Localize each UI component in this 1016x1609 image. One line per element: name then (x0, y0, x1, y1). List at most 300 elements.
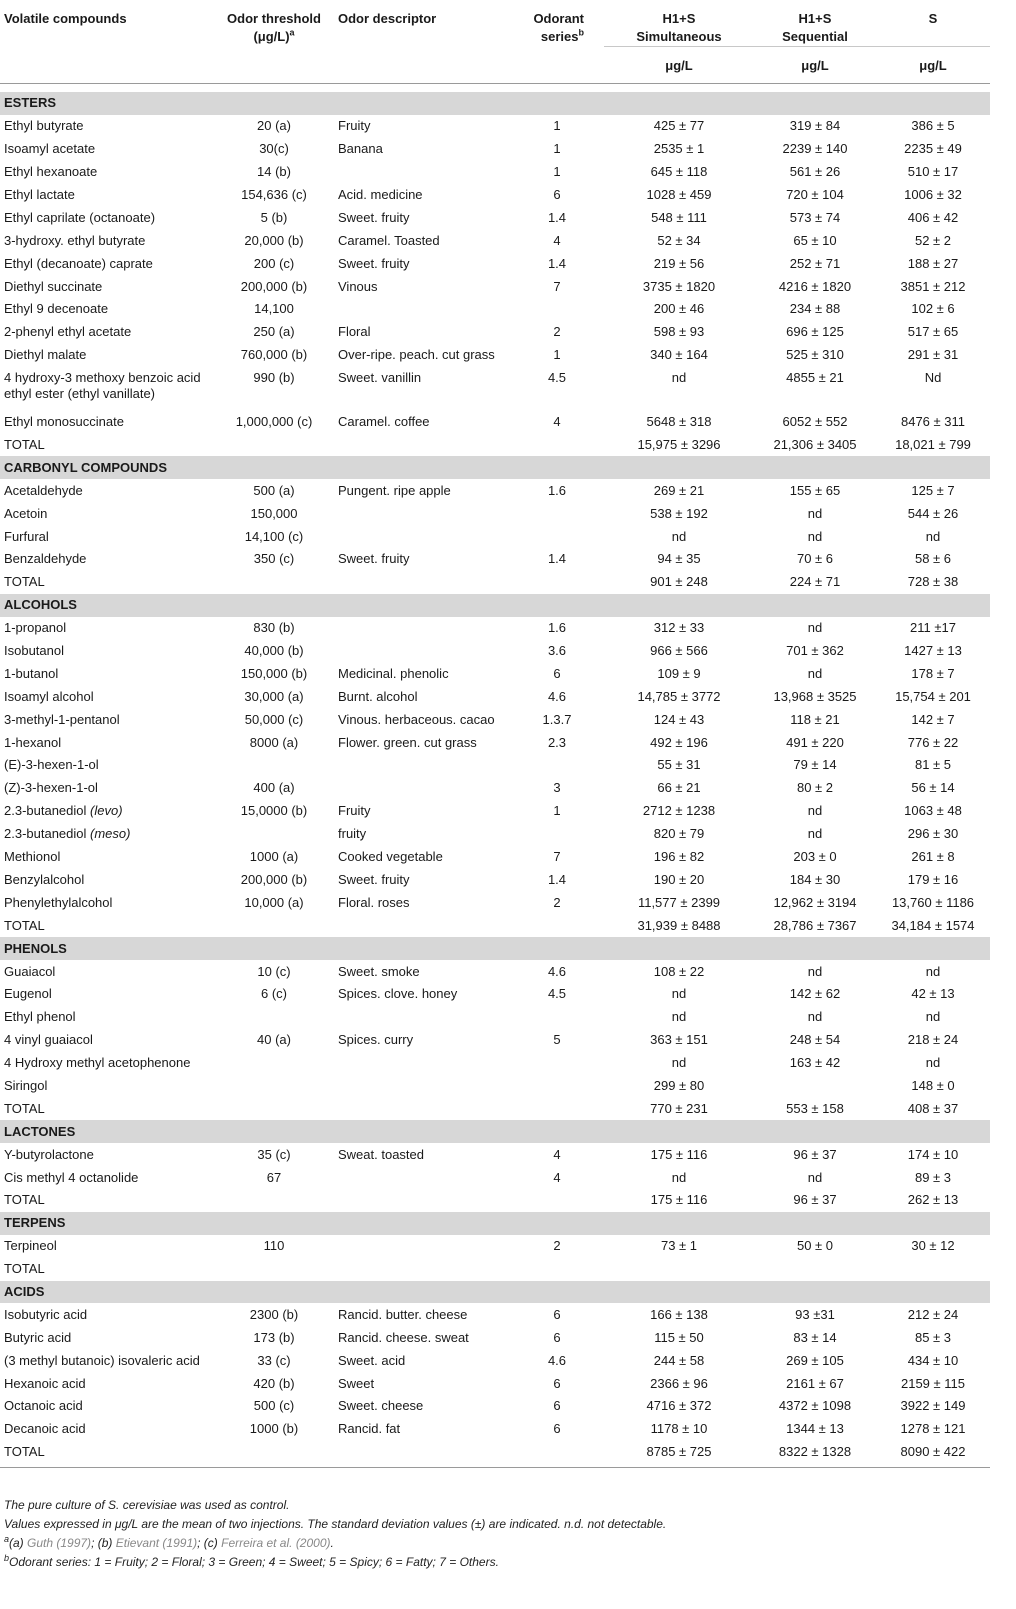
odor-descriptor: Burnt. alcohol (338, 688, 418, 704)
value-s: 386 ± 5 (911, 118, 955, 134)
value-sequential: 28,786 ± 7367 (773, 917, 857, 933)
odorant-series (510, 434, 604, 457)
odor-threshold (214, 823, 334, 846)
value-sequential: 79 ± 14 (793, 757, 837, 773)
odorant-series: 1 (553, 164, 561, 180)
compound-name: Isobutyric acid (4, 1306, 88, 1322)
table-row (0, 479, 990, 502)
value-s: 81 ± 5 (914, 757, 952, 773)
odor-threshold: 33 (c) (257, 1352, 291, 1368)
footnote-superscript: a (4, 1534, 10, 1544)
header-label: (μg/L) (253, 29, 290, 44)
compound-name: Benzaldehyde (4, 551, 87, 567)
odor-threshold: 250 (a) (253, 324, 295, 340)
compound-name: Furfural (4, 528, 49, 544)
compound-name: Hexanoic acid (4, 1375, 86, 1391)
value-sequential: 163 ± 42 (789, 1055, 841, 1071)
footnote-control: The pure culture of S. cerevisiae was used as control. (4, 1498, 290, 1512)
odorant-series: 6 (553, 665, 561, 681)
odor-threshold: 30,000 (a) (244, 688, 304, 704)
compound-name: Ethyl caprilate (octanoate) (4, 209, 156, 225)
value-s: 3851 ± 212 (900, 278, 966, 294)
table-row (0, 731, 990, 754)
compound-name: TOTAL (4, 1261, 45, 1277)
total-row (0, 914, 990, 937)
header-label: Odor threshold (227, 11, 321, 26)
value-s: 510 ± 17 (907, 164, 959, 180)
odor-descriptor (334, 1441, 510, 1464)
value-s: 408 ± 37 (907, 1100, 959, 1116)
value-simultaneous: nd (671, 1009, 687, 1025)
table-row (0, 708, 990, 731)
value-simultaneous: 1028 ± 459 (646, 187, 712, 202)
value-sequential: 1344 ± 13 (786, 1421, 844, 1437)
value-s: 15,754 ± 201 (895, 688, 971, 704)
section-header (0, 594, 990, 617)
odor-descriptor (334, 1075, 510, 1098)
odor-threshold: 1000 (b) (249, 1421, 299, 1437)
value-s: 261 ± 8 (911, 849, 955, 865)
odorant-series: 1.6 (547, 620, 567, 636)
value-s: 728 ± 38 (907, 574, 959, 590)
odor-threshold: 40 (a) (257, 1032, 291, 1048)
odor-descriptor: Acid. medicine (338, 187, 423, 202)
value-simultaneous: 52 ± 34 (657, 232, 701, 248)
value-simultaneous: 15,975 ± 3296 (637, 437, 721, 453)
table-row (0, 1143, 990, 1166)
compound-name: Isoamyl alcohol (4, 688, 94, 704)
table-row (0, 823, 990, 846)
odor-descriptor: Floral. roses (338, 894, 410, 910)
value-sequential: nd (807, 803, 823, 819)
odor-threshold (214, 1189, 334, 1212)
table-row (0, 983, 990, 1006)
odorant-series (510, 1441, 604, 1464)
header-odorant-series (510, 0, 604, 84)
odor-threshold (214, 434, 334, 457)
value-sequential: 96 ± 37 (793, 1192, 837, 1208)
total-row (0, 1097, 990, 1120)
value-s: 52 ± 2 (914, 232, 952, 248)
value-sequential: nd (807, 1009, 823, 1025)
reference-link-ferreira[interactable]: Ferreira et al. (2000) (221, 1536, 331, 1550)
value-s: 2159 ± 115 (900, 1375, 965, 1391)
value-sequential: 252 ± 71 (789, 255, 841, 271)
odorant-series (510, 525, 604, 548)
section-title: LACTONES (0, 1120, 990, 1143)
odor-descriptor: Rancid. butter. cheese (338, 1306, 468, 1322)
table-row (0, 184, 990, 207)
table-row (0, 685, 990, 708)
value-sequential: 701 ± 362 (786, 643, 844, 659)
value-simultaneous: 219 ± 56 (653, 255, 705, 271)
footnote-superscript: b (4, 1553, 10, 1563)
value-sequential: 83 ± 14 (793, 1329, 837, 1345)
value-s: 8090 ± 422 (900, 1444, 966, 1460)
odor-descriptor: Fruity (338, 803, 371, 819)
compound-name: 2-phenyl ethyl acetate (4, 324, 132, 340)
odor-threshold: 35 (c) (257, 1146, 291, 1162)
odor-descriptor (334, 525, 510, 548)
value-sequential: nd (807, 826, 823, 842)
odorant-series: 4.6 (547, 688, 567, 704)
odorant-series: 4.5 (547, 369, 567, 385)
odor-threshold: 173 (b) (253, 1329, 295, 1345)
value-sequential: 155 ± 65 (789, 482, 841, 498)
odorant-series (510, 571, 604, 594)
value-s: 85 ± 3 (914, 1329, 952, 1345)
odor-threshold: 20 (a) (257, 118, 291, 134)
value-s: 1278 ± 121 (900, 1421, 966, 1437)
value-simultaneous: 115 ± 50 (654, 1329, 704, 1345)
value-simultaneous: 2366 ± 96 (650, 1375, 708, 1391)
header-label: Volatile compounds (4, 11, 127, 26)
table-row (0, 275, 990, 298)
value-simultaneous: 166 ± 138 (650, 1306, 708, 1322)
section-header (0, 1212, 990, 1235)
odorant-series: 4 (553, 1146, 561, 1162)
compound-name: Cis methyl 4 octanolide (4, 1169, 139, 1185)
header-label: Sequential (782, 29, 848, 44)
odor-descriptor (334, 1258, 510, 1281)
value-simultaneous: 14,785 ± 3772 (637, 688, 721, 704)
table-row (0, 777, 990, 800)
total-row (0, 1258, 990, 1281)
odor-threshold: 200,000 (b) (240, 871, 308, 887)
section-header (0, 1281, 990, 1304)
header-odor-threshold (214, 0, 334, 84)
value-sequential: 12,962 ± 3194 (773, 894, 857, 910)
odor-threshold: 200,000 (b) (240, 278, 308, 294)
compound-name: Diethyl malate (4, 347, 87, 363)
compound-name: Siringol (4, 1077, 48, 1093)
odor-threshold (214, 571, 334, 594)
odor-descriptor (334, 914, 510, 937)
odor-descriptor (334, 617, 510, 640)
odorant-series: 6 (553, 1398, 561, 1414)
value-simultaneous: 538 ± 192 (650, 505, 708, 521)
odorant-series (510, 1097, 604, 1120)
odorant-series (510, 1189, 604, 1212)
section-title: ESTERS (0, 92, 990, 115)
compound-name: Ethyl butyrate (4, 118, 84, 134)
footnote-text: Odorant series: 1 = Fruity; 2 = Floral; 3 = Green; 4 = Sweet; 5 = Spicy; 6 = Fatty; 7 = Others. (9, 1555, 499, 1569)
value-sequential: nd (807, 963, 823, 979)
value-sequential: 80 ± 2 (796, 780, 834, 796)
odor-threshold: 350 (c) (253, 551, 295, 567)
table-row (0, 617, 990, 640)
odorant-series: 1.4 (547, 209, 567, 225)
table-row (0, 548, 990, 571)
odor-descriptor: Sweet. smoke (338, 963, 420, 979)
compound-name: 1-hexanol (4, 734, 62, 750)
value-sequential: 4855 ± 21 (786, 369, 844, 385)
value-sequential: 234 ± 88 (789, 301, 841, 317)
compound-name: Acetaldehyde (4, 482, 83, 498)
header-label: H1+S (662, 11, 696, 26)
odorant-series: 1.4 (547, 871, 567, 887)
table-row (0, 1418, 990, 1441)
value-s: nd (925, 1009, 941, 1025)
compound-name: Octanoic acid (4, 1398, 83, 1414)
odor-threshold: 50,000 (c) (244, 711, 304, 727)
odorant-series: 2.3 (547, 734, 567, 750)
odorant-series: 4.6 (547, 1352, 567, 1368)
table-row (0, 640, 990, 663)
value-s: 89 ± 3 (914, 1169, 952, 1185)
value-s: 1006 ± 32 (904, 187, 962, 202)
value-simultaneous: 73 ± 1 (660, 1238, 698, 1254)
reference-link-guth[interactable]: Guth (1997) (27, 1536, 92, 1550)
odorant-series: 7 (553, 849, 561, 865)
odorant-series: 1.6 (547, 482, 567, 498)
odor-descriptor: Caramel. Toasted (338, 232, 440, 248)
value-simultaneous: 8785 ± 725 (646, 1444, 712, 1460)
value-s: 8476 ± 311 (900, 414, 965, 430)
value-s: 1427 ± 13 (904, 643, 962, 659)
odor-descriptor: Over-ripe. peach. cut grass (338, 347, 495, 363)
odor-threshold: 154,636 (c) (241, 187, 307, 202)
value-simultaneous: 598 ± 93 (653, 324, 705, 340)
odor-descriptor: Sweet. vanillin (338, 369, 422, 385)
odorant-series: 4 (553, 1169, 561, 1185)
odorant-series (510, 914, 604, 937)
odor-descriptor: Sweet (338, 1375, 375, 1391)
odor-descriptor: Sweet. fruity (338, 871, 410, 887)
value-sequential: 696 ± 125 (786, 324, 844, 340)
odor-descriptor: Sweat. toasted (338, 1146, 424, 1162)
compound-name: Benzylalcohol (4, 871, 85, 887)
value-s: 56 ± 14 (911, 780, 955, 796)
header-superscript: a (289, 27, 295, 38)
odor-threshold: 40,000 (b) (244, 643, 304, 659)
section-title: CARBONYL COMPOUNDS (0, 456, 990, 479)
odor-threshold: 150,000 (b) (240, 665, 308, 681)
odorant-series: 4.6 (547, 963, 567, 979)
table-row (0, 869, 990, 892)
table-row (0, 161, 990, 184)
odor-threshold: 420 (b) (253, 1375, 295, 1391)
odorant-series: 1 (553, 141, 561, 157)
value-simultaneous: 200 ± 46 (653, 301, 705, 317)
odor-threshold: 1000 (a) (249, 849, 299, 865)
isomer-label: (meso) (90, 826, 131, 842)
odor-descriptor: Floral (338, 324, 371, 340)
odor-threshold: 8000 (a) (249, 734, 299, 750)
odor-descriptor (334, 502, 510, 525)
value-sequential (754, 1258, 876, 1281)
odor-descriptor: Sweet. fruity (338, 551, 410, 567)
value-s: 291 ± 31 (907, 347, 959, 363)
compound-name: 3-hydroxy. ethyl butyrate (4, 232, 146, 248)
table-row (0, 411, 990, 434)
compound-name: Isobutanol (4, 643, 64, 659)
value-simultaneous (604, 1258, 754, 1281)
odor-threshold: 1,000,000 (c) (235, 414, 313, 430)
value-simultaneous: 244 ± 58 (653, 1352, 705, 1368)
table-header (0, 0, 990, 92)
value-simultaneous: 94 ± 35 (657, 551, 701, 567)
table-row (0, 1326, 990, 1349)
odor-threshold: 10,000 (a) (244, 894, 304, 910)
value-s: 517 ± 65 (907, 324, 959, 340)
section-header (0, 92, 990, 115)
footnote-values: Values expressed in μg/L are the mean of two injections. The standard deviation values (±) are indicated. n.d. not detectable. (4, 1517, 667, 1531)
odor-threshold: 200 (c) (253, 255, 295, 271)
odor-threshold: 10 (c) (257, 963, 291, 979)
odor-descriptor: Spices. clove. honey (338, 986, 458, 1002)
footnote-odorant-series (4, 1553, 666, 1572)
value-simultaneous: 312 ± 33 (653, 620, 705, 636)
table-row (0, 1166, 990, 1189)
value-s: 1063 ± 48 (904, 803, 962, 819)
odor-threshold: 14,100 (c) (244, 528, 304, 544)
table-row (0, 344, 990, 367)
value-sequential: 65 ± 10 (793, 232, 837, 248)
compound-name: 4 Hydroxy methyl acetophenone (4, 1055, 191, 1071)
odor-descriptor (334, 1189, 510, 1212)
odorant-series: 3.6 (547, 643, 567, 659)
value-simultaneous: nd (671, 369, 687, 385)
footnote-text: ; (b) (91, 1536, 116, 1550)
footnote-text: ; (c) (197, 1536, 222, 1550)
table-row (0, 1235, 990, 1258)
value-simultaneous: 2712 ± 1238 (642, 803, 716, 819)
odor-descriptor (334, 161, 510, 184)
value-sequential: nd (807, 620, 823, 636)
value-sequential: 491 ± 220 (786, 734, 844, 750)
value-simultaneous: 108 ± 22 (653, 963, 705, 979)
footnote-text: (a) (9, 1536, 28, 1550)
value-simultaneous: 66 ± 21 (657, 780, 701, 796)
odorant-series: 2 (553, 894, 561, 910)
odor-threshold: 6 (c) (261, 986, 287, 1002)
odor-threshold (214, 914, 334, 937)
odor-threshold: 30(c) (259, 141, 289, 157)
odor-threshold: 150,000 (250, 505, 298, 521)
odor-threshold: 14 (b) (257, 164, 291, 180)
compound-name: Diethyl succinate (4, 278, 103, 294)
value-s: 102 ± 6 (911, 301, 955, 317)
value-simultaneous: 5648 ± 318 (646, 414, 712, 430)
compound-name: 2.3-butanediol (meso) (4, 826, 131, 842)
compound-name: Terpineol (4, 1238, 57, 1254)
compound-name: Ethyl (decanoate) caprate (4, 255, 153, 271)
value-s: 544 ± 26 (907, 505, 959, 521)
odorant-series: 6 (553, 187, 561, 202)
reference-link-etievant[interactable]: Etievant (1991) (115, 1536, 198, 1550)
odor-threshold (214, 1052, 334, 1075)
odor-descriptor: Sweet. fruity (338, 209, 410, 225)
odor-descriptor (334, 1166, 510, 1189)
value-simultaneous: nd (671, 986, 687, 1002)
total-row (0, 1441, 990, 1464)
odorant-series: 3 (553, 780, 561, 796)
odorant-series: 6 (553, 1306, 561, 1322)
compound-name: 3-methyl-1-pentanol (4, 711, 120, 727)
compound-name: Decanoic acid (4, 1421, 86, 1437)
table-row (0, 846, 990, 869)
footnote-text: . (330, 1536, 334, 1550)
compound-name: Methionol (4, 849, 61, 865)
odor-threshold: 5 (b) (260, 209, 288, 225)
section-header (0, 937, 990, 960)
odorant-series: 2 (553, 324, 561, 340)
header-label: Simultaneous (636, 29, 722, 44)
compound-name: TOTAL (4, 437, 45, 453)
value-simultaneous: 1178 ± 10 (650, 1421, 708, 1437)
value-simultaneous: 269 ± 21 (653, 482, 705, 498)
value-sequential: 184 ± 30 (789, 871, 841, 887)
compound-name: 4 hydroxy-3 methoxy benzoic acid ethyl ester (ethyl vanillate) (4, 369, 201, 401)
compound-name: Ethyl hexanoate (4, 164, 98, 180)
value-s (876, 1258, 990, 1281)
compound-name: 4 vinyl guaiacol (4, 1032, 93, 1048)
total-row (0, 571, 990, 594)
table-row (0, 1303, 990, 1326)
value-sequential: 525 ± 310 (786, 347, 844, 363)
odorant-series: 1.3.7 (542, 711, 572, 727)
value-s: 18,021 ± 799 (895, 437, 971, 453)
value-s: nd (925, 528, 941, 544)
value-s: 3922 ± 149 (900, 1398, 966, 1414)
compound-name: Ethyl monosuccinate (4, 414, 124, 430)
value-simultaneous: 3735 ± 1820 (642, 278, 716, 294)
value-sequential (754, 1075, 876, 1098)
compound-name: 1-propanol (4, 620, 67, 636)
compound-name: (Z)-3-hexen-1-ol (4, 780, 98, 796)
value-sequential: 50 ± 0 (796, 1238, 834, 1254)
odorant-series: 7 (553, 278, 561, 294)
value-simultaneous: 175 ± 116 (650, 1192, 708, 1208)
table-row (0, 960, 990, 983)
value-simultaneous: 548 ± 111 (651, 209, 707, 225)
odorant-series: 4 (553, 232, 561, 248)
value-sequential: 319 ± 84 (789, 118, 841, 134)
compound-name: Eugenol (4, 986, 52, 1002)
odor-threshold: 830 (b) (253, 620, 295, 636)
value-simultaneous: 966 ± 566 (650, 643, 708, 659)
value-sequential: 142 ± 62 (789, 986, 841, 1002)
table-row (0, 1349, 990, 1372)
value-sequential: 269 ± 105 (786, 1352, 844, 1368)
odor-threshold: 110 (263, 1238, 285, 1254)
odor-descriptor (334, 1097, 510, 1120)
odor-threshold (214, 1075, 334, 1098)
value-sequential: 96 ± 37 (793, 1146, 837, 1162)
odor-descriptor (334, 777, 510, 800)
value-sequential: nd (807, 1169, 823, 1185)
odor-descriptor (334, 1235, 510, 1258)
odor-descriptor: Banana (338, 141, 383, 157)
value-simultaneous: 190 ± 20 (653, 871, 705, 887)
header-label: series (540, 29, 579, 44)
compound-name: TOTAL (4, 1444, 45, 1460)
footnote-references (4, 1534, 666, 1553)
table-row (0, 298, 990, 321)
odorant-series (510, 1258, 604, 1281)
odorant-series (510, 298, 604, 321)
compound-name: Isoamyl acetate (4, 141, 96, 157)
table-row (0, 321, 990, 344)
compound-name: Phenylethylalcohol (4, 894, 113, 910)
odorant-series: 5 (553, 1032, 561, 1048)
value-simultaneous: 11,577 ± 2399 (637, 894, 721, 910)
odor-descriptor: Rancid. cheese. sweat (338, 1329, 469, 1345)
odor-descriptor: Flower. green. cut grass (338, 734, 477, 750)
table-row (0, 1395, 990, 1418)
table-row (0, 1052, 990, 1075)
